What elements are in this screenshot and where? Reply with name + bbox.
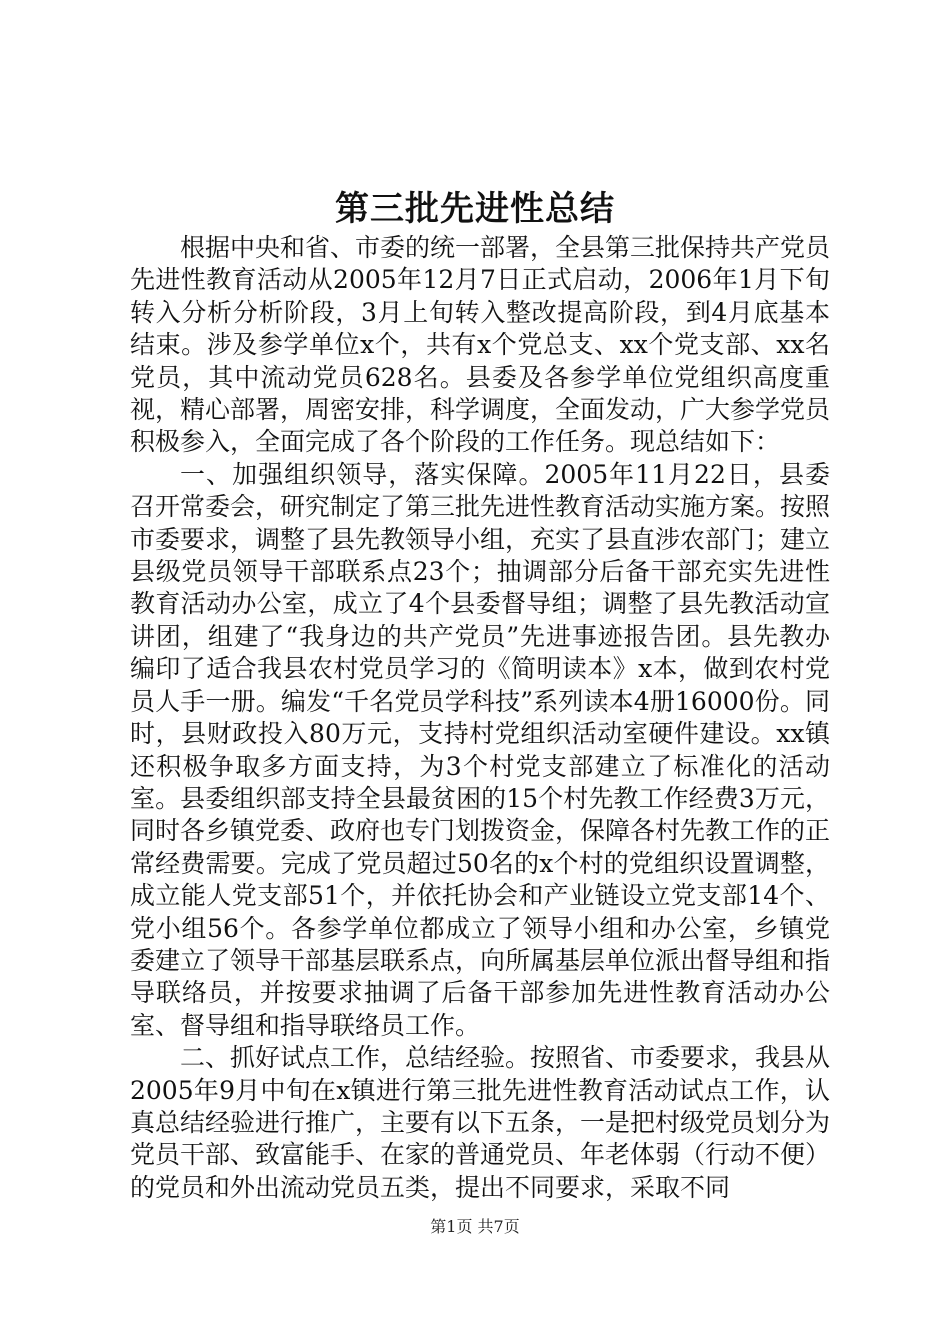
paragraph-section-one: 一、加强组织领导，落实保障。2005年11月22日，县委召开常委会，研究制定了第三批先进性教育活动实施方案。按照市委要求，调整了县先教领导小组，充实了县直涉农部门；建立县级党员领导干部联系点23个；抽调部分后备干部充实先进性教育活动办公室，成立了4个县委督导组；调整了县先教活动宣讲团，组建了“我身边的共产党员”先进事迹报告团。县先教办编印了适合我县农村党员学习的《简明读本》x本，做到农村党员人手一册。编发“千名党员学科技”系列读本4册16000份。同时，县财政投入80万元，支持村党组织活动室硬件建设。xx镇还积极争取多方面支持，为3个村党支部建立了标准化的活动室。县委组织部支持全县最贫困的15个村先教工作经费3万元，同时各乡镇党委、政府也专门划拨资金，保障各村先教工作的正常经费需要。完成了党员超过50名的x个村的党组织设置调整，成立能人党支部51个，并依托协会和产业链设立党支部14个、党小组56个。各参学单位都成立了领导小组和办公室，乡镇党委建立了领导干部基层联系点，向所属基层单位派出督导组和指导联络员，并按要求抽调了后备干部参加先进性教育活动办公室、督导组和指导联络员工作。	[130, 459, 831, 1040]
page-number-footer: 第1页 共7页	[430, 1217, 520, 1236]
document-title: 第三批先进性总结	[335, 189, 615, 229]
paragraph-section-two: 二、抓好试点工作，总结经验。按照省、市委要求，我县从2005年9月中旬在x镇进行第三批先进性教育活动试点工作，认真总结经验进行推广，主要有以下五条，一是把村级党员划分为党员干部、致富能手、在家的普通党员、年老体弱（行动不便）的党员和外出流动党员五类，提出不同要求，采取不同	[130, 1043, 831, 1202]
paragraph-intro: 根据中央和省、市委的统一部署，全县第三批保持共产党员先进性教育活动从2005年12月7日正式启动，2006年1月下旬转入分析分析阶段，3月上旬转入整改提高阶段，到4月底基本结束。涉及参学单位x个，共有x个党总支、xx个党支部、xx名党员，其中流动党员628名。县委及各参学单位党组织高度重视，精心部署，周密安排，科学调度，全面发动，广大参学党员积极参入，全面完成了各个阶段的工作任务。现总结如下：	[130, 233, 831, 457]
document-body	[130, 232, 830, 1204]
